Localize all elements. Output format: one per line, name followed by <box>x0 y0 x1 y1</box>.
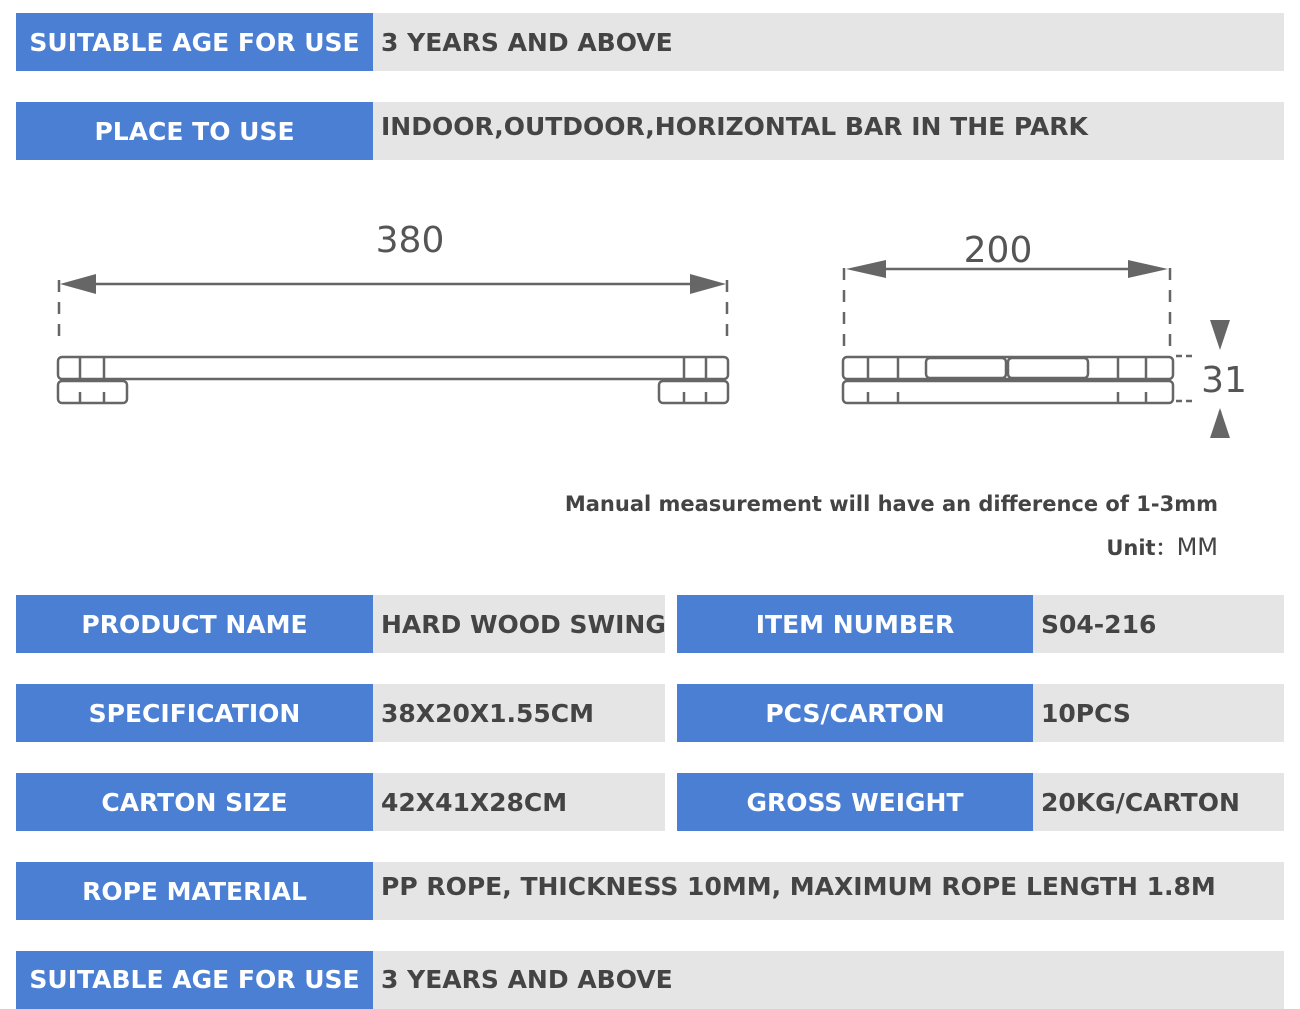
dimension-diagram <box>0 180 1300 650</box>
unit-label: Unit： <box>1106 536 1177 560</box>
length-dimension: 380 <box>375 220 445 261</box>
product-name-label: PRODUCT NAME <box>16 595 373 653</box>
age-value: 3 YEARS AND ABOVE <box>373 13 1284 71</box>
gross-weight-label: GROSS WEIGHT <box>677 773 1033 831</box>
product-name-value: HARD WOOD SWING <box>373 595 665 653</box>
thickness-dimension: 31 <box>1201 360 1247 401</box>
place-label: PLACE TO USE <box>16 102 373 160</box>
specification-label: SPECIFICATION <box>16 684 373 742</box>
carton-size-value: 42X41X28CM <box>373 773 665 831</box>
rope-material-value: PP ROPE, THICKNESS 10MM, MAXIMUM ROPE LENGTH 1.8M <box>373 862 1284 920</box>
pcs-carton-label: PCS/CARTON <box>677 684 1033 742</box>
unit-note <box>1106 532 1218 562</box>
rope-material-label: ROPE MATERIAL <box>16 862 373 920</box>
age-repeat-label: SUITABLE AGE FOR USE <box>16 951 373 1009</box>
unit-value: MM <box>1176 533 1218 561</box>
gross-weight-value: 20KG/CARTON <box>1033 773 1284 831</box>
width-dimension: 200 <box>963 230 1033 271</box>
item-number-label: ITEM NUMBER <box>677 595 1033 653</box>
age-label: SUITABLE AGE FOR USE <box>16 13 373 71</box>
pcs-carton-value: 10PCS <box>1033 684 1284 742</box>
place-value: INDOOR,OUTDOOR,HORIZONTAL BAR IN THE PARK <box>373 102 1284 160</box>
item-number-value: S04-216 <box>1033 595 1284 653</box>
age-repeat-value: 3 YEARS AND ABOVE <box>373 951 1284 1009</box>
carton-size-label: CARTON SIZE <box>16 773 373 831</box>
measurement-note: Manual measurement will have an difference of 1-3mm <box>564 492 1218 516</box>
specification-value: 38X20X1.55CM <box>373 684 665 742</box>
